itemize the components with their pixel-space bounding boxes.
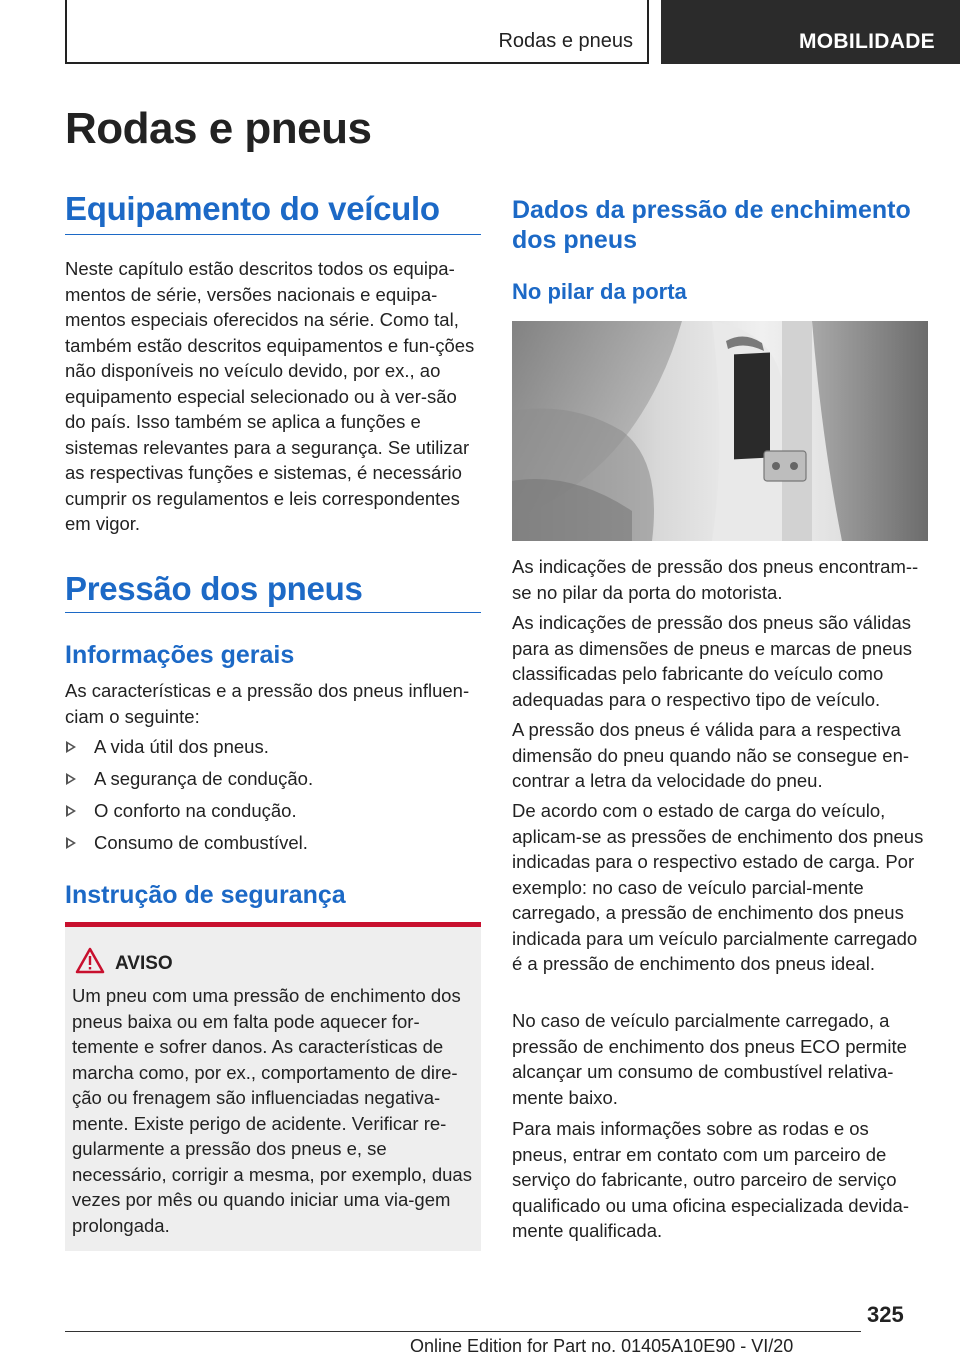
paragraph: Para mais informações sobre as rodas e os pneus, entrar em contato com um parceiro de serviço do fabricante, outro parceiro de serviço qualificado ou uma oficina especializada devida-mente qualificada. bbox=[512, 1118, 909, 1241]
heading-informacoes-gerais: Informações gerais bbox=[65, 641, 295, 669]
warning-box bbox=[65, 922, 481, 1251]
footer-edition: Online Edition for Part no. 01405A10E90 - VI/20 bbox=[410, 1336, 794, 1356]
paragraph: As indicações de pressão dos pneus encontram--se no pilar da porta do motorista. bbox=[512, 556, 919, 603]
paragraph: A pressão dos pneus é válida para a respectiva dimensão do pneu quando não se consegue en-contrar a letra da velocidade do pneu. bbox=[512, 719, 910, 791]
page-header bbox=[0, 0, 960, 66]
heading-rule bbox=[65, 234, 481, 235]
warning-title: AVISO bbox=[115, 953, 173, 974]
warning-triangle-icon bbox=[75, 947, 105, 974]
list-item: A vida útil dos pneus. bbox=[65, 734, 481, 766]
list-item: A segurança de condução. bbox=[65, 766, 481, 798]
list-item: Consumo de combustível. bbox=[65, 830, 481, 862]
list-item: O conforto na condução. bbox=[65, 798, 481, 830]
paragraph: As indicações de pressão dos pneus são válidas para as dimensões de pneus e marcas de pneus classificadas pelo fabricante do veículo como adequadas para o respectivo tipo de veículo. bbox=[512, 612, 913, 710]
heading-instrucao-seguranca: Instrução de segurança bbox=[65, 881, 346, 909]
triangle-bullet-icon bbox=[66, 805, 76, 817]
equipamento-paragraph: Neste capítulo estão descritos todos os equipa-mentos de série, versões nacionais e equipa-mentos especiais oferecidos na série. Como tal, também estão descritos equipamentos e fun-ções não disponíveis no veículo devido, por ex., ao equipamento especial selecionado ou à ver-são do país. Isso também se aplica a funções e sistemas relevantes para a segurança. Se utilizar as respectivas funções e sistemas, é necessário cumprir os regulamentos e leis correspondentes em vigor. bbox=[65, 258, 475, 534]
heading-rule bbox=[65, 612, 481, 613]
triangle-bullet-icon bbox=[66, 741, 76, 753]
footer-rule bbox=[65, 1331, 861, 1332]
heading-dados-pressao: Dados da pressão de enchimento dos pneus bbox=[512, 196, 911, 254]
bullet-list bbox=[65, 734, 481, 862]
paragraph: De acordo com o estado de carga do veículo, aplicam-se as pressões de enchimento dos pneus indicadas para o respectivo estado de carga. Por exemplo: no caso de veículo parcial-mente carregado, a pressão de enchimento dos pneus indicada para um veículo parcialmente carregado é a pressão de enchimento dos pneus ideal. bbox=[512, 800, 924, 974]
triangle-bullet-icon bbox=[66, 773, 76, 785]
paragraph: No caso de veículo parcialmente carregado, a pressão de enchimento dos pneus ECO permite alcançar um consumo de combustível relativa-mente baixo. bbox=[512, 1010, 907, 1108]
header-section-box bbox=[65, 0, 649, 64]
header-chapter-tab: MOBILIDADE bbox=[661, 0, 960, 64]
page-title: Rodas e pneus bbox=[65, 104, 372, 153]
informacoes-intro: As características e a pressão dos pneus influen-ciam o seguinte: bbox=[65, 680, 470, 727]
heading-pressao: Pressão dos pneus bbox=[65, 570, 363, 607]
page-number: 325 bbox=[867, 1302, 904, 1327]
header-section-title: Rodas e pneus bbox=[498, 30, 633, 52]
warning-text: Um pneu com uma pressão de enchimento dos pneus baixa ou em falta pode aquecer for-temente e sofrer danos. As características de marcha como, por ex., comportamento de dire-ção ou frenagem são influenciadas negativa-mente. Existe perigo de acidente. Verificar re-gularmente a pressão dos pneus e, se necessário, corrigir a mesma, por exemplo, duas vezes por mês ou quando iniciar uma via-gem prolongada. bbox=[72, 985, 472, 1236]
triangle-bullet-icon bbox=[66, 837, 76, 849]
heading-equipamento: Equipamento do veículo bbox=[65, 190, 440, 227]
heading-pilar-porta: No pilar da porta bbox=[512, 279, 687, 304]
door-pillar-photo bbox=[512, 321, 928, 541]
